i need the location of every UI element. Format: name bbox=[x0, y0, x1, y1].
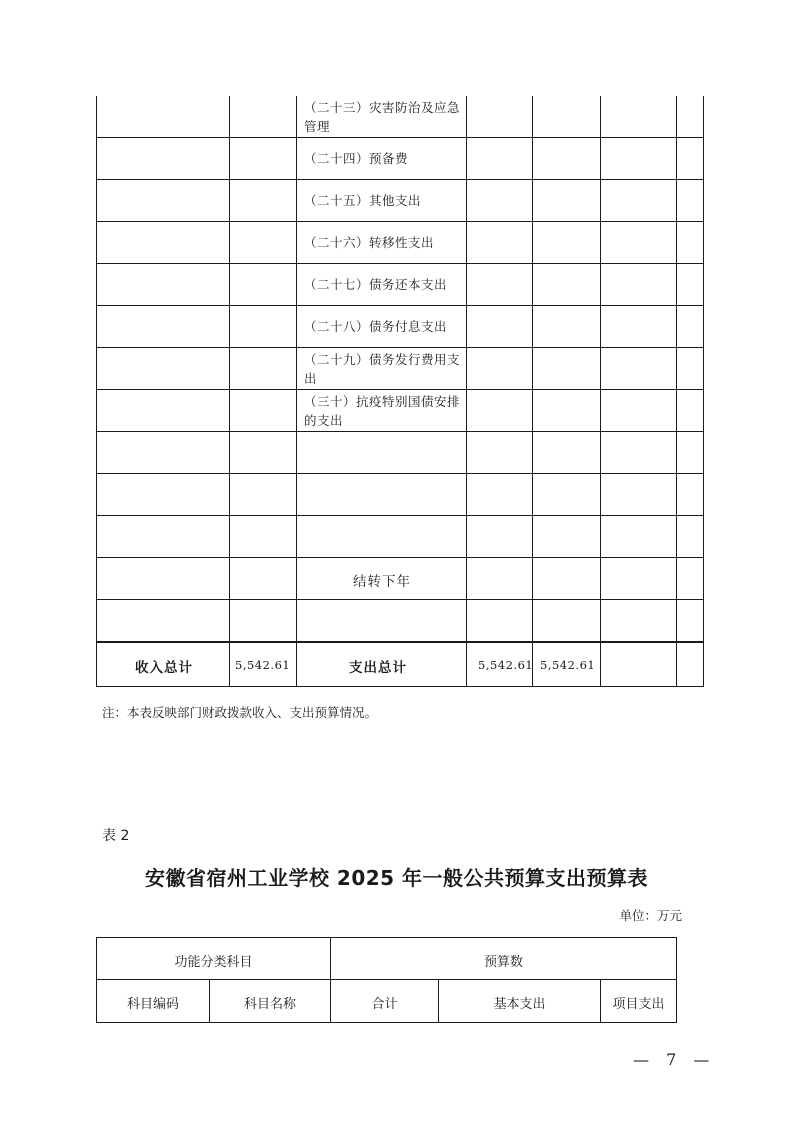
table-row bbox=[97, 222, 703, 264]
income-total-value: 5,542.61 bbox=[235, 658, 291, 672]
expense-item-label: （二十四）预备费 bbox=[304, 151, 409, 166]
expense-item-label: （二十九）债务发行费用支出 bbox=[304, 352, 461, 386]
table-row bbox=[97, 96, 703, 138]
page-number: — 7 — bbox=[633, 1050, 716, 1069]
income-expense-table bbox=[96, 96, 704, 687]
expense-item-label: （二十八）债务付息支出 bbox=[304, 319, 448, 334]
table-row bbox=[97, 138, 703, 180]
table-row bbox=[97, 474, 703, 516]
header-project-expense: 项目支出 bbox=[612, 997, 665, 1012]
table-row bbox=[97, 390, 703, 432]
row-divider bbox=[97, 642, 703, 643]
header-functional-category: 功能分类科目 bbox=[174, 955, 253, 970]
expense-total-value: 5,542.61 bbox=[540, 658, 596, 672]
header-subject-code: 科目编码 bbox=[126, 997, 179, 1012]
table-row bbox=[97, 348, 703, 390]
expense-total-value: 5,542.61 bbox=[478, 658, 534, 672]
expense-total-label: 支出总计 bbox=[349, 660, 407, 676]
row-divider bbox=[97, 979, 676, 980]
expense-item-label: （二十五）其他支出 bbox=[304, 193, 422, 208]
expense-item-label: （三十）抗疫特别国债安排的支出 bbox=[304, 394, 461, 428]
income-total-label: 收入总计 bbox=[135, 660, 193, 676]
header-subject-name: 科目名称 bbox=[243, 997, 296, 1012]
table-row bbox=[97, 558, 703, 600]
table-row bbox=[97, 180, 703, 222]
table-row bbox=[97, 432, 703, 474]
table-note: 注：本表反映部门财政拨款收入、支出预算情况。 bbox=[102, 705, 378, 720]
unit-label: 单位：万元 bbox=[619, 908, 682, 923]
page-title: 安徽省宿州工业学校 2025 年一般公共预算支出预算表 bbox=[144, 866, 649, 890]
expense-item-label: （二十六）转移性支出 bbox=[304, 235, 435, 250]
budget-expense-table bbox=[96, 937, 677, 1023]
table-number: 表 2 bbox=[102, 828, 130, 844]
table-row bbox=[97, 306, 703, 348]
table-row bbox=[97, 600, 703, 642]
table-row bbox=[97, 516, 703, 558]
header-total: 合计 bbox=[371, 997, 398, 1012]
expense-item-label: （二十七）债务还本支出 bbox=[304, 277, 448, 292]
header-basic-expense: 基本支出 bbox=[493, 997, 546, 1012]
table-row bbox=[97, 264, 703, 306]
carryover-label: 结转下年 bbox=[353, 574, 411, 590]
total-row bbox=[97, 644, 703, 686]
header-budget-amount: 预算数 bbox=[483, 955, 523, 970]
expense-item-label: （二十三）灾害防治及应急管理 bbox=[304, 100, 461, 134]
